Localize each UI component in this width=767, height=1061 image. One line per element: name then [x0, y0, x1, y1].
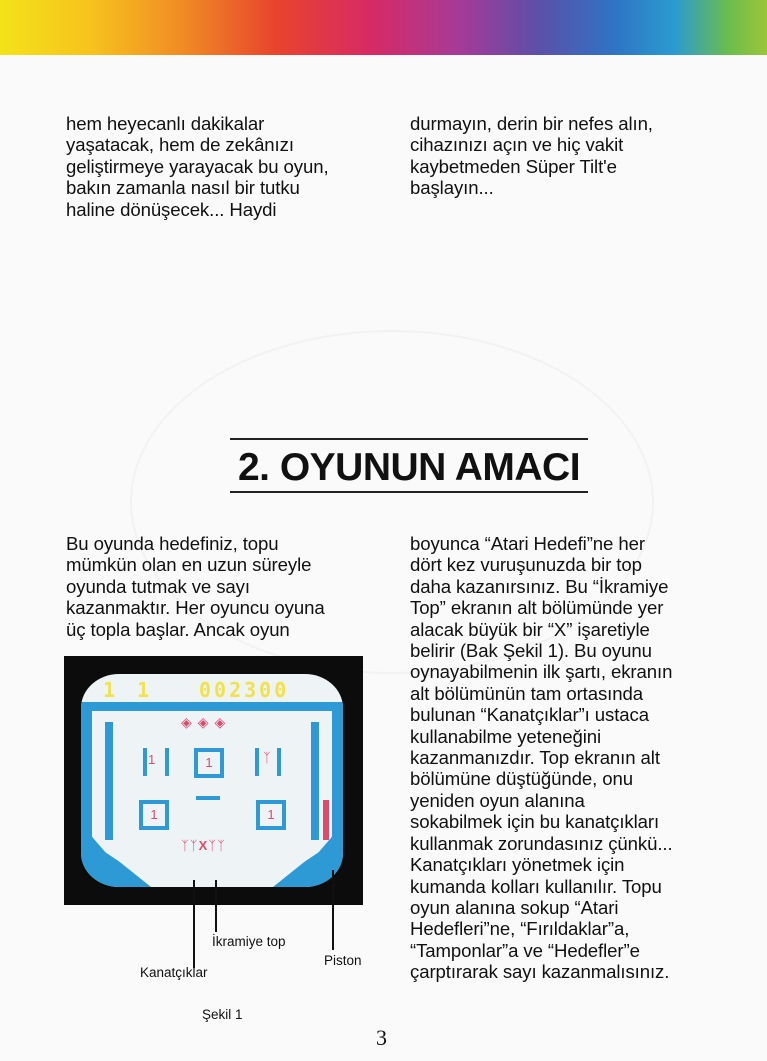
text-line: üç topla başlar. Ancak oyun — [66, 618, 290, 640]
right-inner-lane — [311, 722, 319, 840]
diamond-bumpers: ◈◈◈ — [181, 714, 232, 730]
text-line: durmayın, derin bir nefes alın, — [410, 113, 653, 134]
score-readout: 002300 — [199, 678, 290, 702]
text-line: belirir (Bak Şekil 1). Bu oyunu — [410, 640, 652, 662]
text-line: oyun alanına sokup “Atari — [410, 896, 619, 918]
text-line: “Tamponlar”a ve “Hedefler”e — [410, 939, 640, 961]
intro-right-column — [410, 113, 653, 199]
text-line: alacak büyük bir “X” işaretiyle — [410, 618, 650, 640]
text-line: sokabilmek için bu kanatçıkları — [410, 811, 660, 833]
text-line: kaybetmeden Süper Tilt'e — [410, 155, 617, 177]
spinner-left: 1 — [148, 752, 156, 767]
bonus-row: ᛉᛉXᛉᛉ — [181, 838, 226, 853]
text-line: kullanabilme yeteneğini — [410, 725, 601, 747]
post-right — [255, 748, 259, 776]
text-line: oynayabilmenin ilk şartı, ekranın — [410, 661, 673, 683]
game-screen-figure — [64, 656, 363, 905]
intro-left-column — [66, 113, 329, 220]
text-line: Kanatçıkları yönetmek için — [410, 854, 625, 876]
text-line: Top” ekranın alt bölümünde yer — [410, 597, 664, 619]
bonus-leader-line — [215, 880, 217, 932]
player-indicator: 1 1 — [103, 678, 155, 702]
text-line: alt bölümünün tam ortasında — [410, 682, 643, 704]
heading-rule-top — [230, 438, 588, 440]
target-top: 1 — [194, 748, 224, 778]
text-line: başlayın... — [410, 177, 494, 199]
body-right-column — [410, 533, 673, 983]
piston-leader-line — [332, 870, 334, 950]
center-bar — [196, 796, 220, 800]
text-line: bulunan “Kanatçıklar”ı ustaca — [410, 704, 649, 726]
figure-caption: Şekil 1 — [202, 1007, 243, 1022]
text-line: hem heyecanlı dakikalar — [66, 113, 265, 134]
text-line: yaşatacak, hem de zekânızı — [66, 134, 294, 156]
spinner-right: ᛉ — [263, 750, 271, 765]
text-line: haline dönüşecek... Haydi — [66, 198, 277, 220]
text-line: dört kez vuruşunuzda bir top — [410, 554, 642, 576]
post-left-2 — [165, 748, 169, 776]
text-line: mümkün olan en uzun süreyle — [66, 554, 312, 576]
top-wall — [81, 702, 343, 711]
target-right: 1 — [256, 800, 286, 830]
flipper-leader-line — [193, 880, 195, 968]
text-line: bölümüne düştüğünde, onu — [410, 768, 633, 790]
text-line: cihazınızı açın ve hiç vakit — [410, 134, 624, 156]
text-line: geliştirmeye yarayacak bu oyun, — [66, 155, 329, 177]
flippers-label: Kanatçıklar — [140, 965, 208, 980]
piston-label: Piston — [324, 953, 362, 968]
text-line: bakın zamanla nasıl bir tutku — [66, 177, 300, 199]
text-line: Bu oyunda hedefiniz, topu — [66, 533, 279, 554]
heading-rule-bottom — [230, 491, 588, 493]
text-line: kumanda kolları kullanılır. Topu — [410, 875, 662, 897]
text-line: kullanmak zorundasınız çünkü... — [410, 832, 673, 854]
piston — [323, 800, 329, 840]
text-line: Hedefleri”ne, “Fırıldaklar”a, — [410, 918, 630, 940]
text-line: yeniden oyun alanına — [410, 789, 585, 811]
post-left — [143, 748, 147, 776]
pinball-playfield — [81, 674, 343, 887]
post-right-2 — [277, 748, 281, 776]
text-line: kazanmaktır. Her oyuncu oyuna — [66, 597, 325, 619]
left-inner-lane — [105, 722, 113, 840]
text-line: çarptırarak sayı kazanmalısınız. — [410, 961, 670, 983]
text-line: boyunca “Atari Hedefi”ne her — [410, 533, 645, 554]
target-left: 1 — [139, 800, 169, 830]
section-heading: 2. OYUNUN AMACI — [237, 446, 581, 489]
text-line: daha kazanırsınız. Bu “İkramiye — [410, 575, 669, 597]
body-left-column — [66, 533, 325, 640]
text-line: oyunda tutmak ve sayı — [66, 575, 250, 597]
text-line: kazanmanızdır. Top ekranın alt — [410, 747, 660, 769]
rainbow-header-band — [0, 0, 767, 55]
bonus-x: X — [198, 838, 209, 853]
page-number: 3 — [376, 1025, 387, 1050]
bonus-label: İkramiye top — [212, 934, 286, 949]
